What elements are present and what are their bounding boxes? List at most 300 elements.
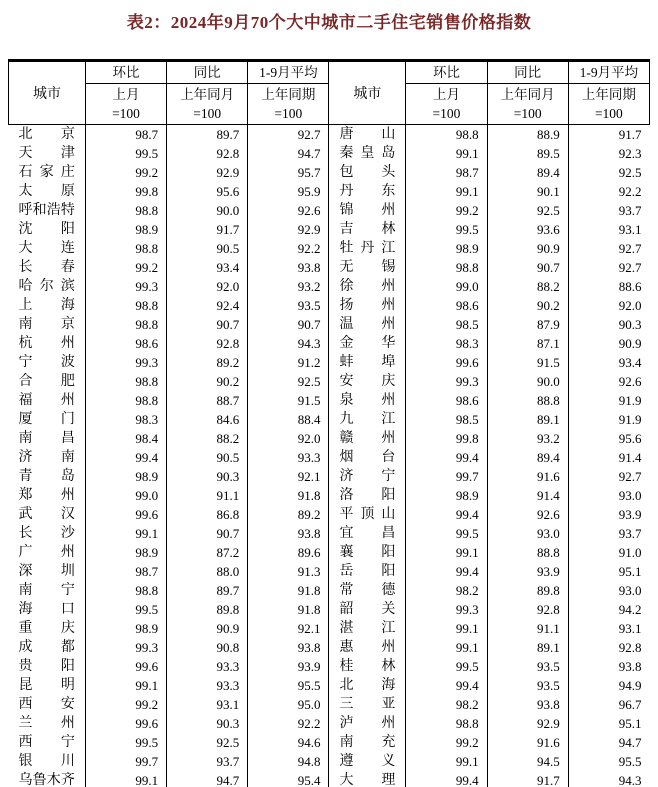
- city-cell: 大理: [329, 771, 406, 787]
- city-cell: 银川: [18, 754, 75, 769]
- value-cell: 98.4: [85, 429, 166, 448]
- value-cell: 92.9: [248, 220, 329, 239]
- value-cell: 91.6: [487, 733, 568, 752]
- value-cell: 99.7: [406, 467, 487, 486]
- value-cell: 93.3: [167, 657, 248, 676]
- value-cell: 92.9: [487, 714, 568, 733]
- city-cell: 乌鲁木齐: [18, 773, 75, 787]
- value-cell: 98.6: [406, 391, 487, 410]
- value-cell: 90.9: [487, 239, 568, 258]
- city-cell: 洛阳: [329, 486, 406, 505]
- table-row: [9, 239, 650, 258]
- table-row: [9, 315, 650, 334]
- table-row: [9, 448, 650, 467]
- value-cell: 90.5: [167, 239, 248, 258]
- value-cell: 88.9: [487, 125, 568, 145]
- value-cell: 89.6: [248, 543, 329, 562]
- value-cell: 98.8: [406, 258, 487, 277]
- city-cell: 唐山: [329, 125, 406, 145]
- value-cell: 89.4: [487, 163, 568, 182]
- value-cell: 84.6: [167, 410, 248, 429]
- value-cell: 93.1: [167, 695, 248, 714]
- city-cell: 南昌: [18, 431, 75, 446]
- value-cell: 86.8: [167, 505, 248, 524]
- value-cell: 99.1: [85, 676, 166, 695]
- header-avg-left: 1-9月平均: [248, 61, 329, 84]
- city-cell: 泉州: [329, 391, 406, 410]
- value-cell: 91.9: [568, 391, 649, 410]
- value-cell: 93.3: [167, 676, 248, 695]
- table-row: [9, 676, 650, 695]
- value-cell: 92.0: [568, 296, 649, 315]
- city-cell: 济南: [18, 450, 75, 465]
- value-cell: 98.8: [406, 714, 487, 733]
- value-cell: 93.8: [248, 524, 329, 543]
- table-row: [9, 391, 650, 410]
- value-cell: 99.4: [406, 676, 487, 695]
- value-cell: 92.7: [568, 239, 649, 258]
- value-cell: 94.3: [248, 334, 329, 353]
- value-cell: 92.5: [487, 201, 568, 220]
- value-cell: 89.5: [487, 144, 568, 163]
- table-row: [9, 410, 650, 429]
- city-cell: 大连: [18, 241, 75, 256]
- value-cell: 98.2: [406, 695, 487, 714]
- value-cell: 91.6: [487, 467, 568, 486]
- value-cell: 91.4: [568, 448, 649, 467]
- value-cell: 93.4: [167, 258, 248, 277]
- city-cell: 长沙: [18, 526, 75, 541]
- value-cell: 94.9: [568, 676, 649, 695]
- value-cell: 99.2: [85, 695, 166, 714]
- value-cell: 98.2: [406, 581, 487, 600]
- table-row: [9, 467, 650, 486]
- value-cell: 95.1: [568, 714, 649, 733]
- value-cell: 91.7: [568, 125, 649, 145]
- header-mom-base-left: 上月 =100: [85, 84, 166, 125]
- city-cell: 福州: [18, 393, 75, 408]
- city-cell: 沈阳: [18, 222, 75, 237]
- city-cell: 上海: [18, 298, 75, 313]
- city-cell: 南宁: [18, 583, 75, 598]
- value-cell: 99.8: [406, 429, 487, 448]
- table-row: [9, 562, 650, 581]
- value-cell: 99.1: [406, 638, 487, 657]
- table-row: [9, 505, 650, 524]
- table-row: [9, 524, 650, 543]
- value-cell: 99.8: [85, 182, 166, 201]
- header-yoy-base-left: 上年同月 =100: [167, 84, 248, 125]
- value-cell: 93.7: [568, 524, 649, 543]
- header-row-groups: [9, 61, 650, 84]
- table-row: [9, 353, 650, 372]
- city-cell: 九江: [329, 410, 406, 429]
- value-cell: 91.2: [248, 353, 329, 372]
- city-cell: 锦州: [329, 201, 406, 220]
- city-cell: 郑州: [18, 488, 75, 503]
- value-cell: 99.4: [85, 448, 166, 467]
- value-cell: 92.4: [167, 296, 248, 315]
- table-row: [9, 695, 650, 714]
- value-cell: 89.7: [167, 581, 248, 600]
- table-row: [9, 258, 650, 277]
- value-cell: 90.5: [167, 448, 248, 467]
- city-cell: 丹东: [329, 182, 406, 201]
- value-cell: 98.8: [85, 296, 166, 315]
- value-cell: 92.0: [248, 429, 329, 448]
- value-cell: 93.0: [568, 486, 649, 505]
- value-cell: 98.8: [406, 125, 487, 145]
- city-cell: 天津: [18, 146, 75, 161]
- value-cell: 98.8: [85, 239, 166, 258]
- value-cell: 99.6: [406, 353, 487, 372]
- table-row: [9, 638, 650, 657]
- city-cell: 岳阳: [329, 562, 406, 581]
- city-cell: 宁波: [18, 355, 75, 370]
- value-cell: 96.7: [568, 695, 649, 714]
- value-cell: 99.5: [85, 600, 166, 619]
- city-cell: 南充: [329, 733, 406, 752]
- value-cell: 99.5: [406, 657, 487, 676]
- city-cell: 宜昌: [329, 524, 406, 543]
- city-cell: 平顶山: [329, 505, 406, 524]
- value-cell: 91.7: [487, 771, 568, 787]
- value-cell: 91.5: [487, 353, 568, 372]
- value-cell: 92.8: [167, 144, 248, 163]
- header-mom-left: 环比: [85, 61, 166, 84]
- city-cell: 石家庄: [18, 165, 75, 180]
- value-cell: 91.5: [248, 391, 329, 410]
- value-cell: 93.9: [568, 505, 649, 524]
- value-cell: 92.5: [167, 733, 248, 752]
- value-cell: 88.6: [568, 277, 649, 296]
- value-cell: 90.7: [248, 315, 329, 334]
- table-row: [9, 543, 650, 562]
- value-cell: 95.6: [167, 182, 248, 201]
- value-cell: 98.3: [406, 334, 487, 353]
- value-cell: 90.2: [487, 296, 568, 315]
- value-cell: 87.9: [487, 315, 568, 334]
- city-cell: 无锡: [329, 258, 406, 277]
- value-cell: 90.7: [167, 315, 248, 334]
- value-cell: 99.3: [406, 600, 487, 619]
- value-cell: 95.7: [248, 163, 329, 182]
- city-cell: 西安: [18, 697, 75, 712]
- city-cell: 青岛: [18, 469, 75, 484]
- city-cell: 呼和浩特: [18, 203, 75, 218]
- city-cell: 金华: [329, 334, 406, 353]
- city-cell: 遵义: [329, 752, 406, 771]
- value-cell: 91.0: [568, 543, 649, 562]
- city-cell: 扬州: [329, 296, 406, 315]
- value-cell: 99.1: [406, 144, 487, 163]
- value-cell: 99.4: [406, 771, 487, 787]
- value-cell: 99.4: [406, 562, 487, 581]
- value-cell: 91.1: [487, 619, 568, 638]
- table-body: [9, 125, 650, 787]
- value-cell: 99.5: [85, 144, 166, 163]
- header-yoy-left: 同比: [167, 61, 248, 84]
- value-cell: 91.8: [248, 486, 329, 505]
- city-cell: 兰州: [18, 716, 75, 731]
- value-cell: 90.0: [167, 201, 248, 220]
- value-cell: 94.3: [568, 771, 649, 787]
- value-cell: 89.1: [487, 638, 568, 657]
- value-cell: 92.8: [167, 334, 248, 353]
- value-cell: 99.2: [406, 201, 487, 220]
- value-cell: 99.6: [85, 505, 166, 524]
- value-cell: 90.9: [167, 619, 248, 638]
- header-yoy-right: 同比: [487, 61, 568, 84]
- header-yoy-base-right: 上年同月 =100: [487, 84, 568, 125]
- value-cell: 93.4: [568, 353, 649, 372]
- value-cell: 92.0: [167, 277, 248, 296]
- value-cell: 88.8: [487, 543, 568, 562]
- value-cell: 94.6: [248, 733, 329, 752]
- value-cell: 90.7: [167, 524, 248, 543]
- value-cell: 99.1: [85, 524, 166, 543]
- value-cell: 91.8: [248, 581, 329, 600]
- value-cell: 94.2: [568, 600, 649, 619]
- value-cell: 93.5: [248, 296, 329, 315]
- city-cell: 北京: [18, 127, 75, 142]
- table-row: [9, 429, 650, 448]
- value-cell: 98.5: [406, 315, 487, 334]
- city-cell: 太原: [18, 184, 75, 199]
- value-cell: 95.4: [248, 771, 329, 787]
- value-cell: 99.3: [85, 638, 166, 657]
- value-cell: 98.9: [85, 220, 166, 239]
- value-cell: 88.2: [167, 429, 248, 448]
- value-cell: 99.5: [406, 220, 487, 239]
- value-cell: 95.5: [568, 752, 649, 771]
- header-avg-base-left: 上年同期 =100: [248, 84, 329, 125]
- value-cell: 98.7: [406, 163, 487, 182]
- value-cell: 92.7: [568, 258, 649, 277]
- value-cell: 98.7: [85, 125, 166, 145]
- value-cell: 99.2: [85, 163, 166, 182]
- value-cell: 95.9: [248, 182, 329, 201]
- page: [0, 8, 658, 787]
- value-cell: 93.1: [568, 220, 649, 239]
- value-cell: 92.5: [568, 163, 649, 182]
- value-cell: 89.8: [487, 581, 568, 600]
- city-cell: 湛江: [329, 619, 406, 638]
- value-cell: 98.9: [85, 619, 166, 638]
- value-cell: 91.1: [167, 486, 248, 505]
- city-cell: 哈尔滨: [18, 279, 75, 294]
- city-cell: 秦皇岛: [329, 144, 406, 163]
- value-cell: 94.8: [248, 752, 329, 771]
- value-cell: 92.1: [248, 619, 329, 638]
- value-cell: 99.2: [85, 258, 166, 277]
- header-city-left: 城市: [9, 61, 86, 125]
- table-row: [9, 277, 650, 296]
- table-row: [9, 581, 650, 600]
- city-cell: 北海: [329, 676, 406, 695]
- value-cell: 99.1: [406, 543, 487, 562]
- value-cell: 91.7: [167, 220, 248, 239]
- city-cell: 吉林: [329, 220, 406, 239]
- city-cell: 西宁: [18, 735, 75, 750]
- value-cell: 95.5: [248, 676, 329, 695]
- header-mom-base-right: 上月 =100: [406, 84, 487, 125]
- value-cell: 99.3: [85, 277, 166, 296]
- value-cell: 98.8: [85, 391, 166, 410]
- city-cell: 深圳: [18, 564, 75, 579]
- city-cell: 襄阳: [329, 543, 406, 562]
- city-cell: 杭州: [18, 336, 75, 351]
- value-cell: 98.8: [85, 315, 166, 334]
- city-cell: 徐州: [329, 277, 406, 296]
- value-cell: 95.0: [248, 695, 329, 714]
- value-cell: 99.0: [406, 277, 487, 296]
- city-cell: 合肥: [18, 374, 75, 389]
- table-row: [9, 486, 650, 505]
- value-cell: 98.9: [85, 467, 166, 486]
- value-cell: 90.8: [167, 638, 248, 657]
- price-index-table: [8, 59, 650, 787]
- table-row: [9, 714, 650, 733]
- value-cell: 93.6: [487, 220, 568, 239]
- value-cell: 93.7: [167, 752, 248, 771]
- value-cell: 88.8: [487, 391, 568, 410]
- value-cell: 98.9: [406, 486, 487, 505]
- value-cell: 98.9: [406, 239, 487, 258]
- value-cell: 98.8: [85, 581, 166, 600]
- city-cell: 昆明: [18, 678, 75, 693]
- city-cell: 蚌埠: [329, 353, 406, 372]
- city-cell: 重庆: [18, 621, 75, 636]
- table-row: [9, 771, 650, 787]
- value-cell: 92.1: [248, 467, 329, 486]
- table-header: [9, 61, 650, 125]
- city-cell: 武汉: [18, 507, 75, 522]
- value-cell: 90.1: [487, 182, 568, 201]
- value-cell: 95.6: [568, 429, 649, 448]
- value-cell: 93.8: [487, 695, 568, 714]
- city-cell: 三亚: [329, 695, 406, 714]
- value-cell: 93.3: [248, 448, 329, 467]
- value-cell: 98.6: [85, 334, 166, 353]
- value-cell: 89.4: [487, 448, 568, 467]
- value-cell: 92.9: [167, 163, 248, 182]
- value-cell: 92.3: [568, 144, 649, 163]
- value-cell: 99.1: [406, 752, 487, 771]
- table-row: [9, 334, 650, 353]
- value-cell: 98.5: [406, 410, 487, 429]
- value-cell: 94.7: [568, 733, 649, 752]
- table-row: [9, 600, 650, 619]
- value-cell: 99.6: [85, 714, 166, 733]
- value-cell: 99.4: [406, 448, 487, 467]
- value-cell: 92.7: [248, 125, 329, 145]
- value-cell: 99.5: [85, 733, 166, 752]
- value-cell: 99.2: [406, 733, 487, 752]
- city-cell: 惠州: [329, 638, 406, 657]
- value-cell: 93.5: [487, 657, 568, 676]
- value-cell: 88.0: [167, 562, 248, 581]
- value-cell: 90.9: [568, 334, 649, 353]
- value-cell: 92.7: [568, 467, 649, 486]
- table-row: [9, 144, 650, 163]
- value-cell: 92.2: [568, 182, 649, 201]
- value-cell: 91.9: [568, 410, 649, 429]
- table-row: [9, 752, 650, 771]
- city-cell: 温州: [329, 315, 406, 334]
- value-cell: 90.0: [487, 372, 568, 391]
- value-cell: 90.7: [487, 258, 568, 277]
- value-cell: 99.5: [406, 524, 487, 543]
- table-row: [9, 296, 650, 315]
- value-cell: 99.6: [85, 657, 166, 676]
- city-cell: 赣州: [329, 429, 406, 448]
- value-cell: 93.2: [487, 429, 568, 448]
- value-cell: 99.3: [406, 372, 487, 391]
- value-cell: 94.7: [248, 144, 329, 163]
- value-cell: 92.2: [248, 714, 329, 733]
- value-cell: 89.1: [487, 410, 568, 429]
- value-cell: 94.7: [167, 771, 248, 787]
- value-cell: 89.8: [167, 600, 248, 619]
- value-cell: 89.2: [167, 353, 248, 372]
- value-cell: 93.7: [568, 201, 649, 220]
- table-row: [9, 125, 650, 145]
- city-cell: 南京: [18, 317, 75, 332]
- header-avg-base-right: 上年同期 =100: [568, 84, 649, 125]
- value-cell: 99.1: [406, 619, 487, 638]
- value-cell: 92.6: [487, 505, 568, 524]
- city-cell: 成都: [18, 640, 75, 655]
- city-cell: 泸州: [329, 714, 406, 733]
- header-avg-right: 1-9月平均: [568, 61, 649, 84]
- value-cell: 88.4: [248, 410, 329, 429]
- header-mom-right: 环比: [406, 61, 487, 84]
- value-cell: 87.1: [487, 334, 568, 353]
- table-row: [9, 182, 650, 201]
- city-cell: 厦门: [18, 412, 75, 427]
- city-cell: 韶关: [329, 600, 406, 619]
- value-cell: 98.9: [85, 543, 166, 562]
- table-row: [9, 733, 650, 752]
- value-cell: 93.1: [568, 619, 649, 638]
- value-cell: 90.3: [568, 315, 649, 334]
- value-cell: 95.1: [568, 562, 649, 581]
- value-cell: 93.9: [487, 562, 568, 581]
- value-cell: 90.2: [167, 372, 248, 391]
- value-cell: 93.0: [568, 581, 649, 600]
- value-cell: 98.8: [85, 201, 166, 220]
- value-cell: 93.2: [248, 277, 329, 296]
- page-title: 表2：2024年9月70个大中城市二手住宅销售价格指数: [126, 13, 532, 32]
- header-city-right: 城市: [329, 61, 406, 125]
- table-row: [9, 201, 650, 220]
- city-cell: 桂林: [329, 657, 406, 676]
- value-cell: 98.6: [406, 296, 487, 315]
- value-cell: 91.8: [248, 600, 329, 619]
- value-cell: 93.0: [487, 524, 568, 543]
- city-cell: 包头: [329, 163, 406, 182]
- city-cell: 济宁: [329, 467, 406, 486]
- city-cell: 广州: [18, 545, 75, 560]
- value-cell: 92.6: [568, 372, 649, 391]
- value-cell: 87.2: [167, 543, 248, 562]
- value-cell: 98.8: [85, 372, 166, 391]
- value-cell: 92.6: [248, 201, 329, 220]
- table-row: [9, 220, 650, 239]
- value-cell: 92.8: [568, 638, 649, 657]
- value-cell: 91.4: [487, 486, 568, 505]
